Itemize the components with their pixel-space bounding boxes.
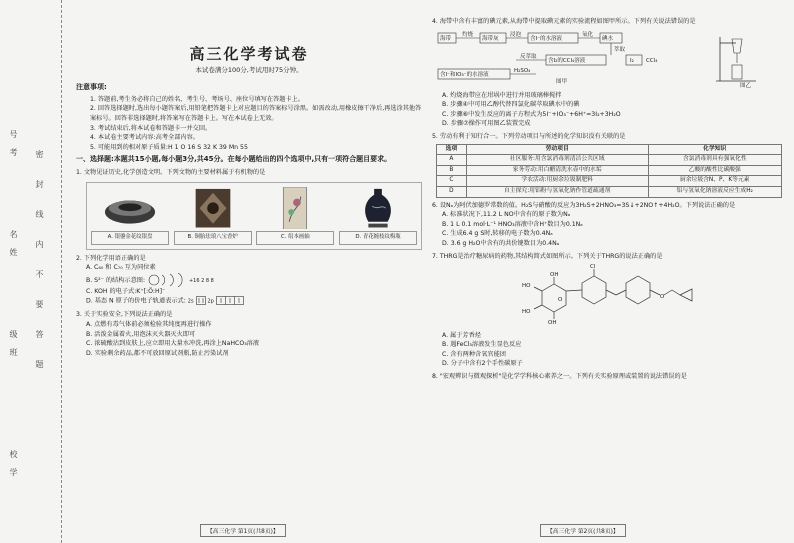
question-7-option: A. 属于芳香烃 (442, 331, 481, 339)
question-4-figures (436, 29, 784, 89)
binding-label-name: 名姓 (9, 230, 18, 266)
page-footer-left: 【高三化学 第1页(共8页)】 (200, 524, 286, 537)
svg-text:O: O (558, 297, 563, 304)
censer-image (183, 187, 243, 229)
question-2-option-text: B. S²⁻ 的结构示意图: (86, 276, 146, 284)
question-4-option: D. 步骤⑦操作可用图乙装置完成 (442, 120, 531, 128)
question-2-option: A. C₆₀ 和 C₇₀ 互为同位素 (86, 264, 156, 272)
table-cell: 家务劳动:用白醋清洗水壶中的水垢 (466, 165, 648, 176)
table-cell: B (437, 165, 467, 176)
svg-text:海带: 海带 (440, 35, 452, 42)
svg-text:图甲: 图甲 (556, 78, 568, 85)
svg-text:H₂SO₄: H₂SO₄ (514, 67, 531, 74)
table-row (437, 176, 782, 187)
svg-text:氧化: 氧化 (582, 31, 594, 38)
svg-text:O: O (660, 294, 665, 301)
svg-text:浸泡: 浸泡 (510, 31, 522, 38)
notice-item: 3. 考试结束后,将本试卷和答题卡一并交回。 (90, 124, 212, 132)
option-b-caption: B. 铜胎珐琅八宝香炉 (174, 231, 252, 245)
svg-text:含I₂的CCl₄溶液: 含I₂的CCl₄溶液 (548, 57, 586, 64)
table-cell: A (437, 155, 467, 166)
section-heading: 一、选择题:本题共15小题,每小题3分,共45分。在每小题给出的四个选项中,只有一项符合题目要求。 (76, 155, 392, 164)
svg-text:图乙: 图乙 (740, 82, 752, 89)
question-3-option: B. 活泼金属着火,用泡沫灭火器灭火即可 (86, 330, 196, 338)
option-b-cell (174, 187, 252, 245)
ion-structure-text: +16 2 8 8 (188, 277, 214, 284)
table-cell: 学农活动:用厨余垃圾制肥料 (466, 176, 648, 187)
table-header-row (437, 144, 782, 155)
seal-line-text: 密封线内不要答题 (35, 150, 44, 390)
scroll-painting-image (265, 187, 325, 229)
table-row (437, 186, 782, 197)
option-a-caption: A. 银鎏金花纹银盘 (91, 231, 169, 245)
option-c-caption: C. 绢本画轴 (256, 231, 334, 245)
binding-margin (0, 0, 62, 543)
option-c-cell (256, 187, 334, 245)
exam-subtitle: 本试卷满分100分,考试用时75分钟。 (195, 65, 303, 74)
question-8-stem: 8. "宏观辨识与微观探析"是化学学科核心素养之一。下列有关实验原理或装置的说法错误的是 (432, 373, 687, 381)
question-4-option: B. 步骤④中可用乙醇代替四氯化碳萃取碘水中的碘 (442, 101, 580, 109)
question-5-stem: 5. 劳动有利于知行合一。下列劳动项目与所述的化学知识没有关联的是 (432, 132, 626, 140)
question-7-stem: 7. THRG是治疗糖尿病的药物,其结构简式如图所示。下列关于THRG的说法正确的是 (432, 252, 663, 260)
table-row (437, 165, 782, 176)
question-7-option: B. 遇FeCl₃溶液发生显色反应 (442, 341, 522, 349)
question-3-stem: 3. 关于实验安全,下列说法正确的是 (76, 311, 173, 319)
svg-text:I₂: I₂ (630, 57, 634, 64)
svg-text:CCl₄: CCl₄ (646, 57, 658, 64)
svg-text:Cl: Cl (590, 264, 596, 271)
question-6-stem: 6. 设Nₐ为阿伏加德罗常数的值。H₂S与硝酸的反应为3H₂S+2HNO₃=3S↓+2NO↑+4H₂O。下列说法正确的是 (432, 201, 736, 209)
vase-image (348, 187, 408, 229)
question-3-option: D. 实验剩余药品,都不可放回原试剂瓶,防止污染试剂 (86, 349, 229, 357)
question-4-stem: 4. 海带中含有丰富的碘元素,从海带中提取碘元素的实验流程如图甲所示。下列有关说法错误的是 (432, 18, 696, 25)
separating-apparatus (706, 29, 766, 89)
svg-text:碘水: 碘水 (602, 35, 614, 42)
question-5-table (436, 144, 782, 198)
table-row (437, 155, 782, 166)
ion-structure-diagram (147, 273, 187, 287)
question-3-option: A. 点燃有毒气体前必须检验其纯度再进行操作 (86, 321, 212, 328)
question-4-option: C. 步骤⑥中发生反应的离子方程式为5I⁻+IO₃⁻+6H⁺=3I₂+3H₂O (442, 110, 621, 118)
svg-text:含I⁻的水溶液: 含I⁻的水溶液 (530, 35, 563, 42)
table-cell: 含氯消毒剂具有强氧化性 (648, 155, 782, 166)
question-1-images (86, 182, 422, 250)
option-a-cell (91, 187, 169, 245)
left-column (76, 14, 422, 358)
orbital-label-2s: 2s (187, 298, 194, 305)
svg-text:灼烧: 灼烧 (462, 31, 474, 38)
orbital-box-2p (216, 296, 244, 305)
binding-label-exam-no: 号考 (9, 130, 18, 166)
option-d-cell (339, 187, 417, 245)
question-6-option: D. 3.6 g H₂O中含有的共价键数目为0.4Nₐ (442, 239, 560, 247)
svg-text:反萃取: 反萃取 (520, 53, 537, 60)
option-d-caption: D. 青花缠枝纹梅瓶 (339, 231, 417, 245)
question-1-stem: 1. 文物见证历史,化学创造文明。下列文物的主要材料属于有机物的是 (76, 168, 266, 176)
svg-text:含I⁻和IO₃⁻的水溶液: 含I⁻和IO₃⁻的水溶液 (440, 71, 489, 78)
question-2-option: C. KOH 的电子式:K⁺[:Ö:H]⁻ (86, 287, 166, 295)
table-header: 选项 (437, 144, 467, 155)
svg-text:OH: OH (550, 272, 559, 279)
notice-item: 2. 回答选择题时,选出每小题答案后,用铅笔把答题卡上对应题目的答案标号涂黑。如需改动,用橡皮擦干净后,再选涂其他答案标号。回答非选择题时,将答案写在答题卡上。写在本试卷上无效。 (90, 105, 422, 122)
table-cell: 自主探究:用铝粉与氢氧化钠作管道疏通剂 (466, 186, 648, 197)
notice-item: 5. 可能用到的相对原子质量:H 1 O 16 S 32 K 39 Mn 55 (90, 143, 248, 151)
orbital-label-2p: 2p (207, 298, 214, 305)
question-6-option: B. 1 L 0.1 mol·L⁻¹ HNO₃溶液中含H⁺数目为0.1Nₐ (442, 220, 583, 228)
question-3-option: C. 浓硫酸沾到皮肤上,应立即用大量水冲洗,再涂上NaHCO₃溶液 (86, 340, 260, 348)
table-cell: 铝与氢氧化钠溶液反应生成H₂ (648, 186, 782, 197)
svg-text:HO: HO (522, 309, 531, 316)
question-6-option: C. 生成6.4 g S时,转移的电子数为0.4Nₐ (442, 230, 553, 238)
question-2-stem: 2. 下列化学用语正确的是 (76, 254, 146, 262)
question-2-option-d (86, 296, 422, 307)
exam-title: 高三化学考试卷 (189, 45, 309, 63)
question-6-option: A. 标准状况下,11.2 L NO中含有的原子数为Nₐ (442, 211, 571, 219)
thrg-structure-diagram (512, 263, 702, 325)
binding-label-class: 级班 (9, 330, 18, 366)
right-column (432, 14, 784, 382)
table-cell: 社区服务:用含氯消毒剂清洁公共区域 (466, 155, 648, 166)
table-header: 劳动项目 (466, 144, 648, 155)
page-footer-right: 【高三化学 第2页(共8页)】 (540, 524, 626, 537)
table-cell: 厨余垃圾含N、P、K等元素 (648, 176, 782, 187)
svg-text:OH: OH (548, 320, 557, 326)
svg-text:HO: HO (522, 283, 531, 290)
table-header: 化学知识 (648, 144, 782, 155)
silver-plate-image (100, 187, 160, 229)
table-cell: D (437, 186, 467, 197)
notice-item: 4. 本试卷主要考试内容:高考全部内容。 (90, 134, 199, 142)
svg-text:萃取: 萃取 (614, 46, 626, 53)
question-4-option: A. 灼烧海带应在坩埚中进行并用玻璃棒搅拌 (442, 91, 562, 99)
notice-heading: 注意事项: (76, 83, 107, 92)
question-7-option: D. 分子中含有2个手性碳原子 (442, 360, 523, 368)
question-2-option-text: D. 基态 N 原子的价电子轨道表示式: (86, 297, 186, 305)
question-2-option-b (86, 273, 422, 287)
question-7-option: C. 含有两种含氧官能团 (442, 350, 506, 358)
notice-item: 1. 答题前,考生务必将自己的姓名、考生号、考场号、座位号填写在答题卡上。 (90, 95, 305, 103)
extraction-flowchart (436, 29, 686, 85)
binding-label-school: 校学 (9, 450, 18, 486)
orbital-box-2s (196, 296, 206, 305)
table-cell: C (437, 176, 467, 187)
table-cell: 乙酸的酸性比碳酸强 (648, 165, 782, 176)
svg-text:海带灰: 海带灰 (482, 35, 499, 42)
